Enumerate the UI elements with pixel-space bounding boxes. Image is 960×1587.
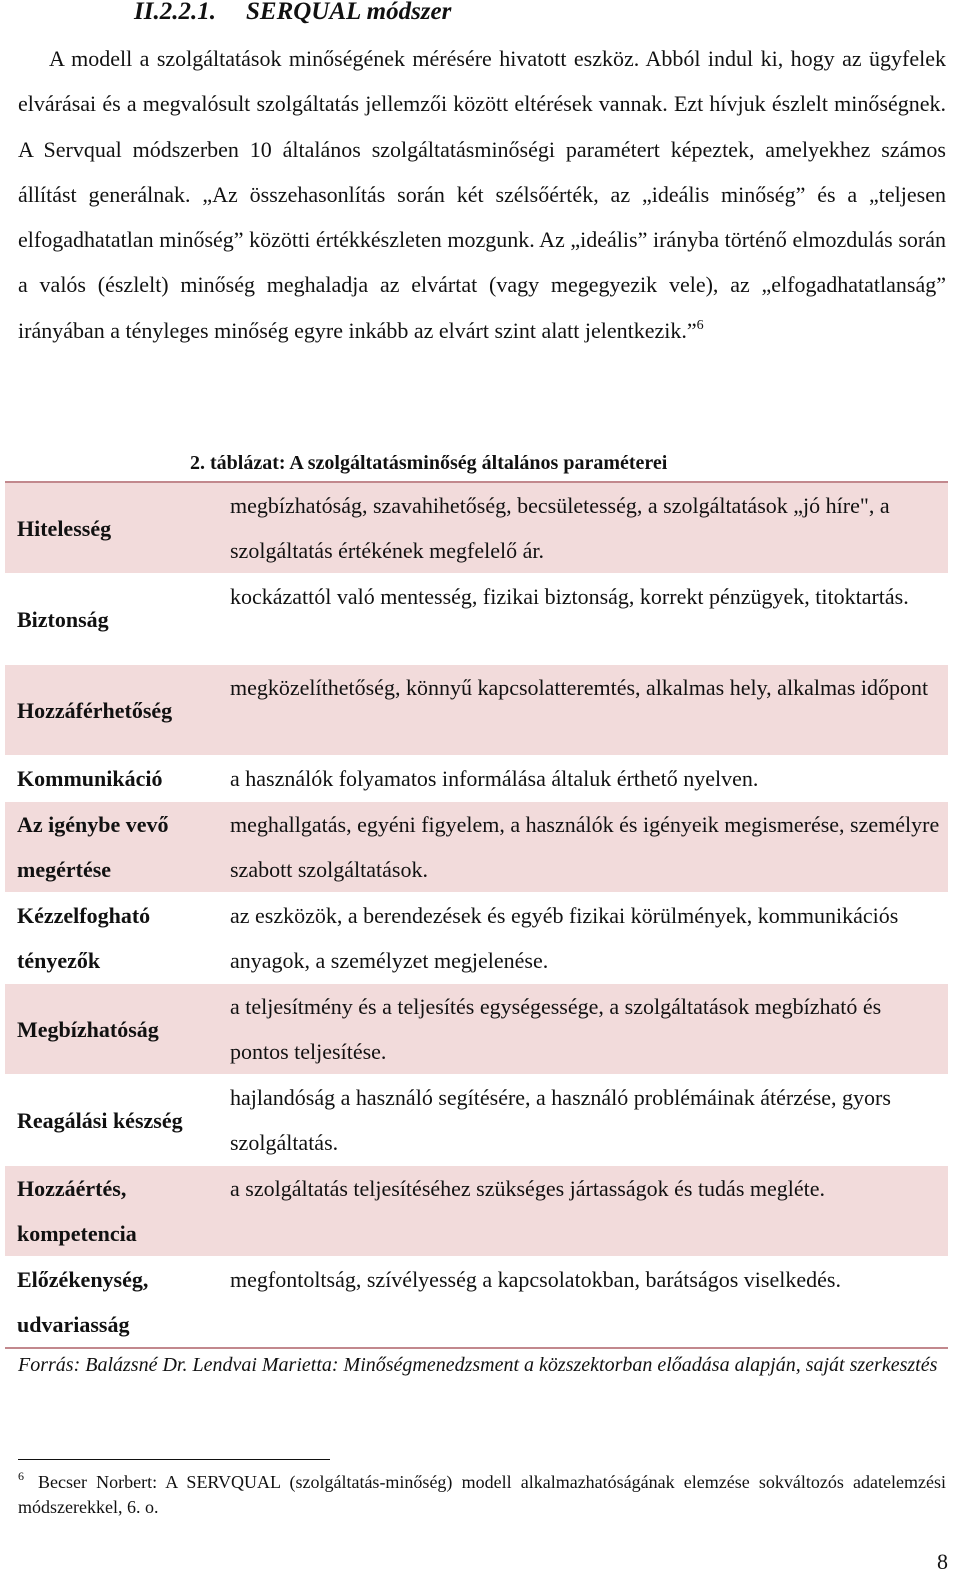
parameters-table [5,481,948,1349]
row-parameter-name: Reagálási készség [17,1107,183,1133]
row-parameter-name: Hitelesség [17,515,112,541]
table-row [5,984,948,1075]
footnote-separator [18,1459,330,1460]
table-row [5,665,948,756]
table-row [5,483,948,574]
table-caption: 2. táblázat: A szolgáltatásminőség általános paraméterei [190,452,668,474]
row-parameter-name: Megbízhatóság [17,1016,159,1042]
row-parameter-description: az eszközök, a berendezések és egyéb fizikai körülmények, kommunikációs anyagok, a személyzet megjelenése. [230,903,899,973]
footnote [18,1470,946,1520]
page-number: 8 [937,1549,948,1574]
row-parameter-name: Biztonság [17,606,109,632]
table-row [5,893,948,984]
table-row [5,574,948,665]
body-paragraph [18,36,946,353]
row-parameter-name: Hozzáférhetőség [17,697,173,723]
body-paragraph-text: A modell a szolgáltatások minőségének mérésére hivatott eszköz. Abból indul ki, hogy az ügyfelek elvárásai és a megvalósult szolgáltatás jellemzői között eltérések vannak. Ezt hívjuk észlelt minőségnek. A Servqual módszerben 10 általános szolgáltatásminőségi paramétert képeztek, amelyekhez számos állítást generálnak. „Az összehasonlítás során két szélsőérték, az „ideális minőség” és a „teljesen elfogadhatatlan minőség” közötti értékkészleten mozgunk. Az „ideális” irányba történő elmozdulás során a valós (észlelt) minőség meghaladja az elvártat (vagy megegyezik vele), az „elfogadhatatlanság” irányában a tényleges minőség egyre inkább az elvárt szint alatt jelentkezik.” [18,46,946,343]
row-parameter-description: meghallgatás, egyéni figyelem, a használók és igényeik megismerése, személyre szabott szolgáltatások. [230,812,940,882]
row-parameter-description: a használók folyamatos informálása általuk érthető nyelven. [230,766,759,791]
footnote-number: 6 [18,1469,24,1483]
row-parameter-name: Kommunikáció [17,766,163,791]
table-row [5,756,948,802]
table-row [5,1257,948,1347]
row-parameter-description: a szolgáltatás teljesítéséhez szükséges jártasságok és tudás megléte. [230,1176,826,1201]
row-parameter-description: hajlandóság a használó segítésére, a használó problémáinak átérzése, gyors szolgáltatás. [230,1085,891,1155]
footnote-text: Becser Norbert: A SERVQUAL (szolgáltatás-minőség) modell alkalmazhatóságának elemzése sokváltozós adatelemzési módszerekkel, 6. o. [18,1472,946,1517]
table-row [5,1166,948,1257]
row-parameter-name: Kézzelfogható tényezők [17,903,151,973]
table-row [5,1075,948,1166]
row-parameter-name: Előzékenység, udvariasság [17,1267,149,1337]
row-parameter-description: megközelíthetőség, könnyű kapcsolatteremtés, alkalmas hely, alkalmas időpont [230,675,929,700]
table-source: Forrás: Balázsné Dr. Lendvai Marietta: Minőségmenedzsment a közszektorban előadása alapján, saját szerkesztés [18,1354,938,1376]
row-parameter-description: a teljesítmény és a teljesítés egységessége, a szolgáltatások megbízható és pontos teljesítése. [230,994,882,1064]
table-row [5,802,948,893]
section-heading [134,0,451,28]
row-parameter-name: Az igénybe vevő megértése [17,812,169,882]
footnote-reference[interactable]: 6 [696,317,704,333]
section-number: II.2.2.1. [134,0,216,25]
section-title: SERQUAL módszer [246,0,452,25]
row-parameter-description: megbízhatóság, szavahihetőség, becsületesség, a szolgáltatások „jó híre", a szolgáltatás értékének megfelelő ár. [230,493,890,563]
row-parameter-name: Hozzáértés, kompetencia [17,1176,137,1246]
row-parameter-description: megfontoltság, szívélyesség a kapcsolatokban, barátságos viselkedés. [230,1267,841,1292]
row-parameter-description: kockázattól való mentesség, fizikai biztonság, korrekt pénzügyek, titoktartás. [230,584,909,609]
